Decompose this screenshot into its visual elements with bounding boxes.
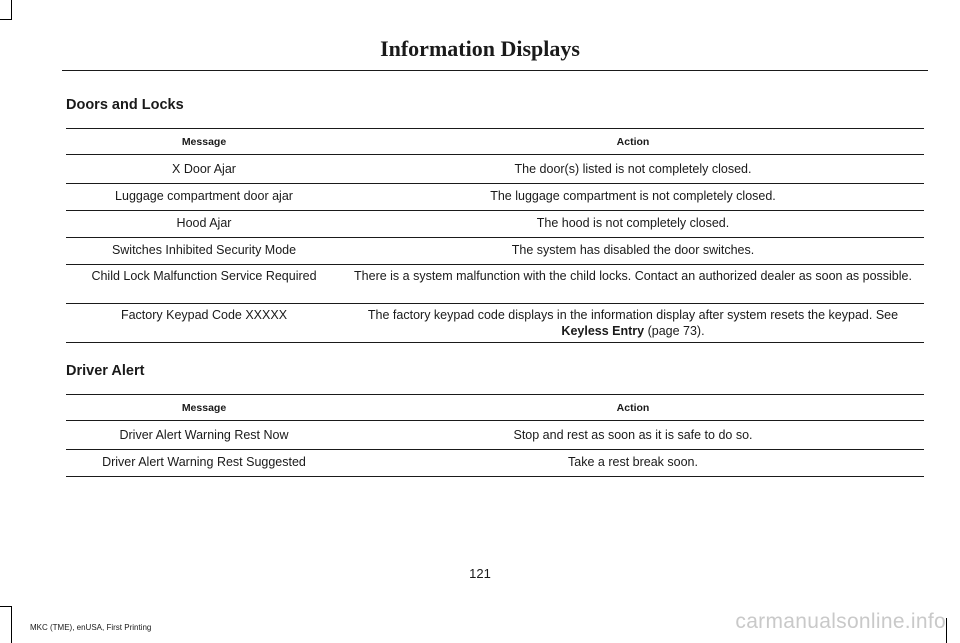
table-row bbox=[66, 421, 924, 450]
crop-mark-top-left-v bbox=[11, 0, 12, 20]
table-header-row bbox=[66, 129, 924, 155]
crop-mark-top-left-h bbox=[0, 19, 12, 20]
section-heading-doors-and-locks: Doors and Locks bbox=[66, 97, 184, 113]
action-cell: Stop and rest as soon as it is safe to do so. bbox=[342, 421, 924, 450]
table-row bbox=[66, 184, 924, 211]
action-cell: The luggage compartment is not completely closed. bbox=[342, 184, 924, 211]
page-number: 121 bbox=[469, 566, 491, 581]
crop-mark-bottom-left-h bbox=[0, 606, 12, 607]
column-header-message: Message bbox=[66, 395, 342, 421]
message-cell: Luggage compartment door ajar bbox=[66, 184, 342, 211]
action-cell: The hood is not completely closed. bbox=[342, 211, 924, 238]
column-header-action: Action bbox=[342, 129, 924, 155]
crop-mark-bottom-right-v bbox=[946, 618, 947, 643]
action-text: The factory keypad code displays in the information display after system resets the keypad. See bbox=[367, 308, 899, 322]
driver-alert-table bbox=[66, 394, 924, 477]
table-row bbox=[66, 304, 924, 343]
action-cell: The door(s) listed is not completely closed. bbox=[342, 155, 924, 184]
action-cell: There is a system malfunction with the child locks. Contact an authorized dealer as soon as possible. bbox=[342, 265, 924, 304]
column-header-message: Message bbox=[66, 129, 342, 155]
message-cell: X Door Ajar bbox=[66, 155, 342, 184]
table-row bbox=[66, 238, 924, 265]
table-row bbox=[66, 211, 924, 238]
title-rule bbox=[62, 70, 928, 71]
action-cell: Take a rest break soon. bbox=[342, 450, 924, 477]
watermark: carmanualsonline.info bbox=[735, 610, 946, 633]
message-cell: Switches Inhibited Security Mode bbox=[66, 238, 342, 265]
message-cell: Factory Keypad Code XXXXX bbox=[66, 304, 342, 343]
page-title: Information Displays bbox=[380, 36, 580, 61]
table-row bbox=[66, 265, 924, 304]
section-heading-driver-alert: Driver Alert bbox=[66, 363, 145, 379]
page-reference: (page 73). bbox=[644, 324, 705, 338]
table-header-row bbox=[66, 395, 924, 421]
action-cell: The system has disabled the door switches. bbox=[342, 238, 924, 265]
crop-mark-bottom-left-v bbox=[11, 606, 12, 643]
column-header-action: Action bbox=[342, 395, 924, 421]
table-row bbox=[66, 450, 924, 477]
message-cell: Hood Ajar bbox=[66, 211, 342, 238]
cross-reference-keyless-entry: Keyless Entry bbox=[561, 324, 645, 338]
message-cell: Driver Alert Warning Rest Now bbox=[66, 421, 342, 450]
table-row bbox=[66, 155, 924, 184]
footer-print-code: MKC (TME), enUSA, First Printing bbox=[30, 623, 152, 632]
doors-and-locks-table bbox=[66, 128, 924, 343]
message-cell: Child Lock Malfunction Service Required bbox=[66, 265, 342, 304]
action-cell bbox=[342, 304, 924, 343]
message-cell: Driver Alert Warning Rest Suggested bbox=[66, 450, 342, 477]
